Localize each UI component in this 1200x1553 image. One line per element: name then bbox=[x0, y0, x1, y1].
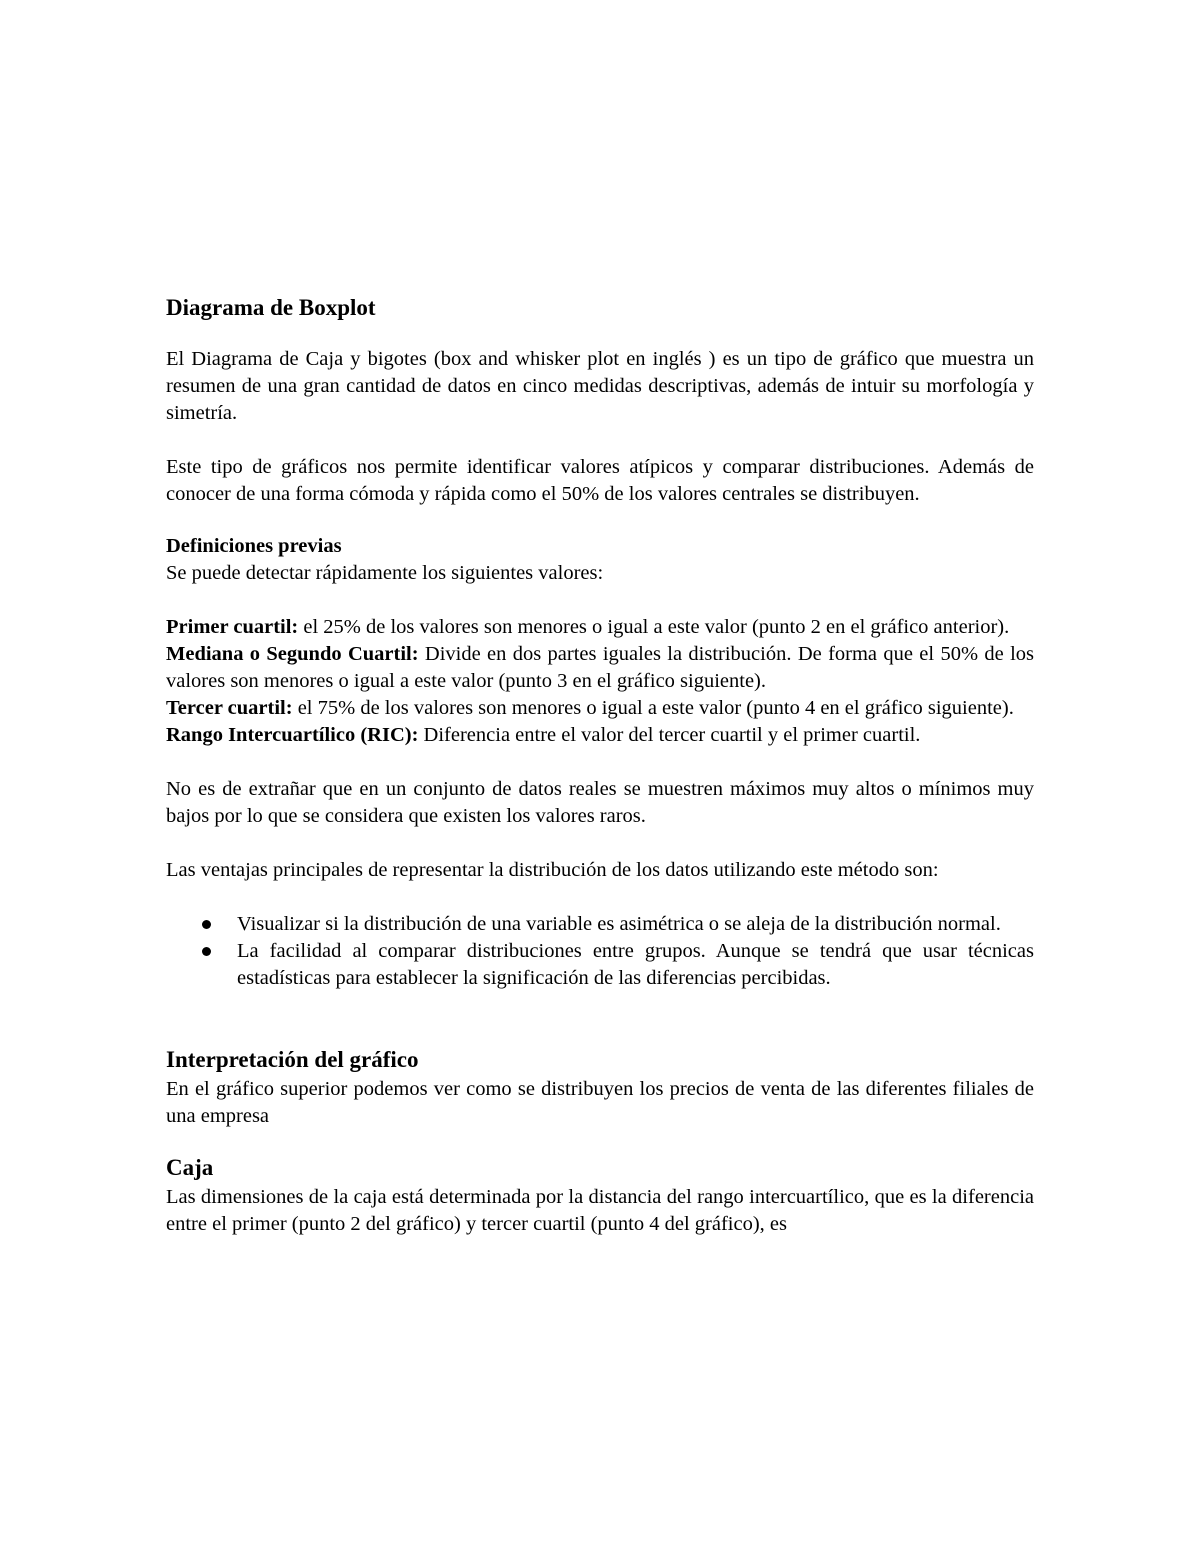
definition-term: Mediana o Segundo Cuartil: bbox=[166, 643, 419, 665]
spacer bbox=[166, 830, 1034, 857]
definition-median bbox=[166, 641, 1034, 695]
definition-first-quartile bbox=[166, 614, 1034, 641]
definition-term: Tercer cuartil: bbox=[166, 697, 293, 719]
definition-term: Rango Intercuartílico (RIC): bbox=[166, 724, 419, 746]
definition-text: Divide en dos partes iguales la distribución. De forma que el 50% de los valores son menores o igual a este valor (punto 3 en el gráfico siguiente). bbox=[166, 643, 1034, 692]
spacer bbox=[166, 884, 1034, 911]
list-item bbox=[166, 938, 1034, 992]
outliers-paragraph: No es de extrañar que en un conjunto de datos reales se muestren máximos muy altos o mínimos muy bajos por lo que se considera que existen los valores raros. bbox=[166, 778, 1034, 827]
advantages-list bbox=[166, 911, 1034, 992]
list-item-text: Visualizar si la distribución de una variable es asimétrica o se aleja de la distribución normal. bbox=[237, 913, 1001, 935]
document-title: Diagrama de Boxplot bbox=[166, 295, 376, 320]
definition-text: el 25% de los valores son menores o igual a este valor (punto 2 en el gráfico anterior). bbox=[298, 616, 1010, 638]
definition-term: Primer cuartil: bbox=[166, 616, 299, 638]
definition-iqr bbox=[166, 722, 1034, 749]
intro-paragraph-1: El Diagrama de Caja y bigotes (box and whisker plot en inglés ) es un tipo de gráfico que muestra un resumen de una gran cantidad de datos en cinco medidas descriptivas, además de intuir su morfología y simetría. bbox=[166, 348, 1034, 424]
definitions-lead: Se puede detectar rápidamente los siguientes valores: bbox=[166, 562, 604, 584]
advantages-lead: Las ventajas principales de representar la distribución de los datos utilizando este método son: bbox=[166, 859, 939, 881]
spacer bbox=[166, 1130, 1034, 1152]
intro-paragraph-2: Este tipo de gráficos nos permite identificar valores atípicos y comparar distribuciones. Además de conocer de una forma cómoda y rápida como el 50% de los valores centrales se distribuyen. bbox=[166, 456, 1034, 505]
bullet-icon bbox=[202, 947, 211, 956]
definitions-heading: Definiciones previas bbox=[166, 535, 342, 557]
box-heading: Caja bbox=[166, 1155, 214, 1180]
spacer bbox=[166, 508, 1034, 533]
bullet-icon bbox=[202, 920, 211, 929]
definition-third-quartile bbox=[166, 695, 1034, 722]
interpretation-paragraph: En el gráfico superior podemos ver como se distribuyen los precios de venta de las diferentes filiales de una empresa bbox=[166, 1078, 1034, 1127]
spacer bbox=[166, 324, 1034, 346]
document-page bbox=[166, 292, 1034, 1238]
interpretation-heading: Interpretación del gráfico bbox=[166, 1047, 419, 1072]
definition-text: el 75% de los valores son menores o igual a este valor (punto 4 en el gráfico siguiente). bbox=[292, 697, 1014, 719]
box-paragraph: Las dimensiones de la caja está determinada por la distancia del rango intercuartílico, que es la diferencia entre el primer (punto 2 del gráfico) y tercer cuartil (punto 4 del gráfico), es bbox=[166, 1186, 1034, 1235]
spacer bbox=[166, 587, 1034, 614]
spacer bbox=[166, 427, 1034, 454]
spacer bbox=[166, 749, 1034, 776]
spacer bbox=[166, 992, 1034, 1044]
definition-text: Diferencia entre el valor del tercer cuartil y el primer cuartil. bbox=[418, 724, 921, 746]
list-item-text: La facilidad al comparar distribuciones entre grupos. Aunque se tendrá que usar técnicas estadísticas para establecer la significación de las diferencias percibidas. bbox=[237, 940, 1034, 989]
list-item bbox=[166, 911, 1034, 938]
